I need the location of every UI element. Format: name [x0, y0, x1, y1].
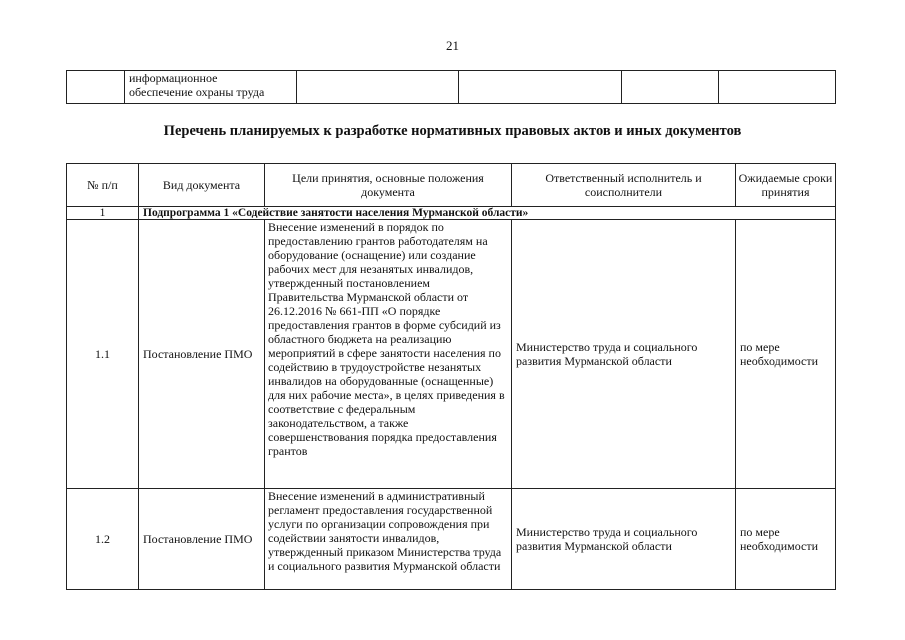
- responsible-executor: Министерство труда и социального развития Мурманской области: [512, 220, 736, 489]
- document-type: Постановление ПМО: [139, 220, 265, 489]
- table-row: [67, 71, 836, 104]
- document-type: Постановление ПМО: [139, 489, 265, 590]
- table-cell: [719, 71, 836, 104]
- document-goal: Внесение изменений в административный регламент предоставления государственной услуги по организации сопровождения при содействии занятости инвалидов, утвержденный приказом Министерства труда и социального развития Мурманской области: [265, 489, 512, 590]
- table-cell: [125, 71, 297, 104]
- table-row: [67, 220, 836, 489]
- expected-term: по мере необходимости: [736, 489, 836, 590]
- previous-table-fragment: [66, 70, 836, 104]
- column-header-responsible: Ответственный исполнитель и соисполнители: [512, 164, 736, 207]
- table-header-row: [67, 164, 836, 207]
- subprogram-title: Подпрограмма 1 «Содействие занятости населения Мурманской области»: [139, 207, 836, 220]
- section-title: Перечень планируемых к разработке нормативных правовых актов и иных документов: [163, 123, 742, 139]
- row-number: 1.1: [67, 220, 139, 489]
- table-cell: [459, 71, 622, 104]
- documents-table: [66, 163, 836, 590]
- row-number: 1.2: [67, 489, 139, 590]
- column-header-doc-type: Вид документа: [139, 164, 265, 207]
- page-number: 21: [446, 38, 459, 53]
- subprogram-number: 1: [67, 207, 139, 220]
- table-cell: [67, 71, 125, 104]
- cell-text-line: обеспечение охраны труда: [129, 85, 265, 99]
- column-header-terms: Ожидаемые сроки принятия: [736, 164, 836, 207]
- column-header-num: № п/п: [67, 164, 139, 207]
- table-cell: [297, 71, 459, 104]
- table-cell: [622, 71, 719, 104]
- column-header-goals: Цели принятия, основные положения документа: [265, 164, 512, 207]
- subprogram-row: [67, 207, 836, 220]
- table-row: [67, 489, 836, 590]
- cell-text-line: информационное: [129, 71, 218, 85]
- expected-term: по мере необходимости: [736, 220, 836, 489]
- responsible-executor: Министерство труда и социального развития Мурманской области: [512, 489, 736, 590]
- document-goal: Внесение изменений в порядок по предоставлению грантов работодателям на оборудование (оснащение) или создание рабочих мест для незанятых инвалидов, утвержденный постановлением Правительства Мурманской области от 26.12.2016 № 661-ПП «О порядке предоставления грантов в форме субсидий из областного бюджета на реализацию мероприятий в сфере занятости населения по содействию в трудоустройстве незанятых инвалидов на оборудованные (оснащенные) для них рабочие места», в целях приведения в соответствие с федеральным законодательством, а также совершенствования порядка предоставления грантов: [265, 220, 512, 489]
